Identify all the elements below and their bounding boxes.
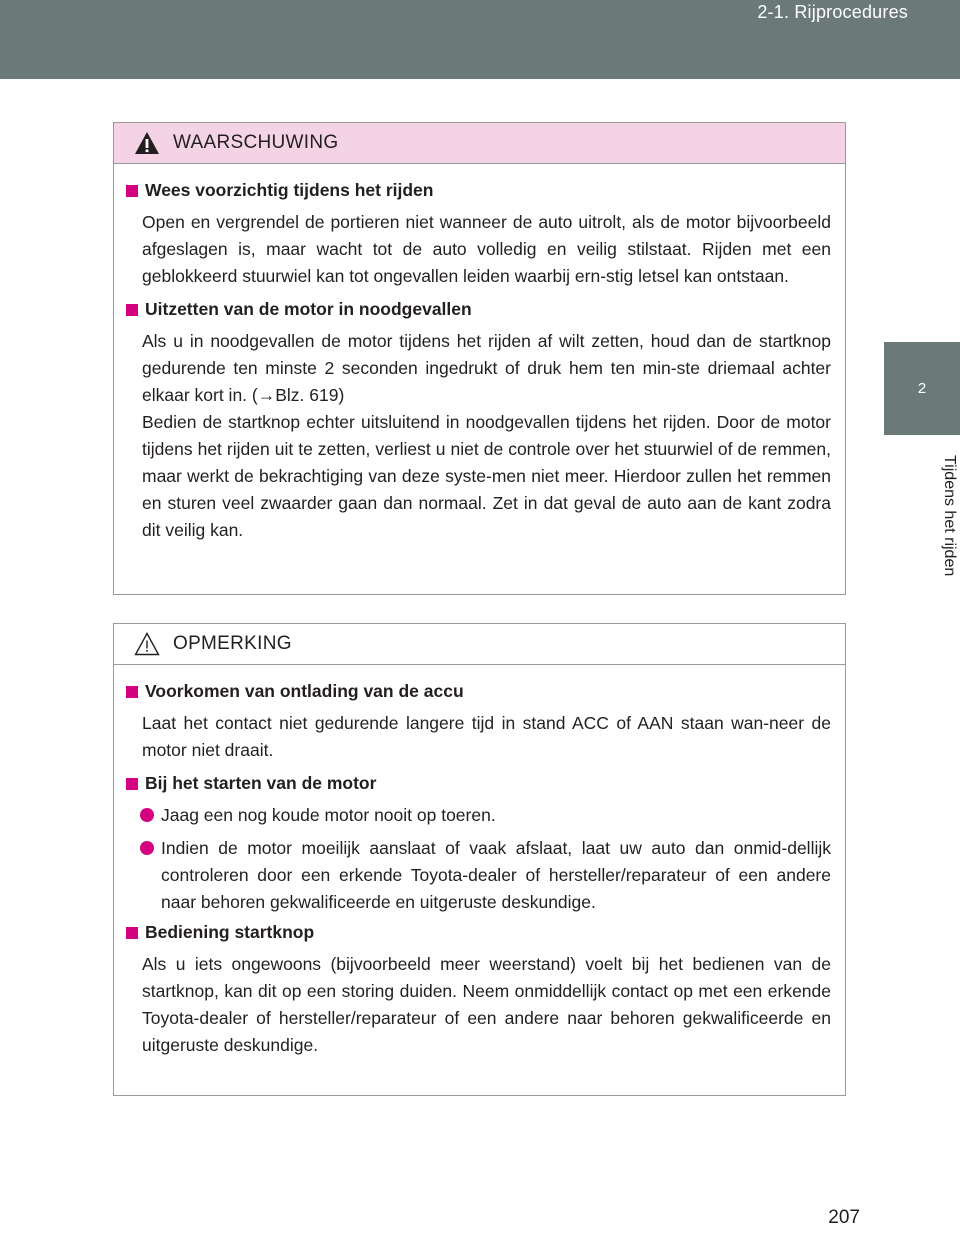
notice-item-title xyxy=(126,681,831,702)
notice-item-title-text: Bediening startknop xyxy=(145,922,315,942)
notice-bullet-item xyxy=(161,835,831,916)
notice-box xyxy=(113,623,846,1096)
notice-bullet-item xyxy=(161,802,831,829)
warning-item-title xyxy=(126,180,831,201)
warning-paragraph: Als u in noodgevallen de motor tijdens het rijden af wilt zetten, houd dan de startknop gedurende ten minste 2 seconden ingedrukt of druk hem ten min-ste driemaal achter elkaar kort in. (→Blz. 619) xyxy=(142,331,831,405)
warning-item-title xyxy=(126,299,831,320)
notice-bullet-text: Jaag een nog koude motor nooit op toeren. xyxy=(161,805,496,825)
chapter-tab-number: 2 xyxy=(884,342,960,435)
chapter-tab-label-text: Tijdens het rijden xyxy=(941,455,958,577)
top-header-bar xyxy=(0,0,960,79)
notice-item-title xyxy=(126,773,831,794)
square-bullet-icon xyxy=(126,927,138,939)
warning-paragraph: Open en vergrendel de portieren niet wanneer de auto uitrolt, als de motor bijvoorbeeld afgeslagen is, maar wacht tot de auto volledig en veilig stilstaat. Rijden met een geblokkeerd stuurwiel kan tot ongevallen leiden waarbij ern-stig letsel kan ontstaan. xyxy=(142,212,831,286)
warning-item-title-text: Wees voorzichtig tijdens het rijden xyxy=(145,180,434,200)
section-title: 2-1. Rijprocedures xyxy=(757,2,908,22)
notice-paragraph: Laat het contact niet gedurende langere tijd in stand ACC of AAN staan wan-neer de motor niet draait. xyxy=(142,713,831,760)
notice-item-title xyxy=(126,922,831,943)
warning-body xyxy=(114,164,845,544)
notice-item-title-text: Voorkomen van ontlading van de accu xyxy=(145,681,464,701)
warning-header xyxy=(114,123,845,164)
warning-triangle-icon xyxy=(134,131,160,155)
square-bullet-icon xyxy=(126,778,138,790)
notice-paragraph: Als u iets ongewoons (bijvoorbeeld meer weerstand) voelt bij het bedienen van de startknop, kan dit op een storing duiden. Neem onmiddellijk contact op met een erkende Toyota-dealer of hersteller/reparateur of een andere naar behoren gekwalificeerde en uitgeruste deskundige. xyxy=(142,954,831,1055)
square-bullet-icon xyxy=(126,185,138,197)
chapter-tab-label xyxy=(888,455,958,595)
notice-bullet-text: Indien de motor moeilijk aanslaat of vaak afslaat, laat uw auto dan onmid-dellijk controleren door een erkende Toyota-dealer of hersteller/reparateur of een andere naar behoren gekwalificeerde en uitgeruste deskundige. xyxy=(161,838,831,912)
notice-body xyxy=(114,665,845,1059)
warning-box xyxy=(113,122,846,595)
notice-header xyxy=(114,624,845,665)
warning-item-title-text: Uitzetten van de motor in noodgevallen xyxy=(145,299,472,319)
page-number: 207 xyxy=(828,1207,860,1228)
square-bullet-icon xyxy=(126,304,138,316)
notice-title: OPMERKING xyxy=(173,633,292,654)
round-bullet-icon xyxy=(140,808,154,822)
caution-triangle-outline-icon xyxy=(134,632,160,656)
square-bullet-icon xyxy=(126,686,138,698)
round-bullet-icon xyxy=(140,841,154,855)
notice-item-title-text: Bij het starten van de motor xyxy=(145,773,377,793)
warning-paragraph: Bedien de startknop echter uitsluitend in noodgevallen tijdens het rijden. Door de motor tijdens het rijden uit te zetten, verliest u niet de controle over het stuurwiel of de remmen, maar werkt de bekrachtiging van deze syste-men niet meer. Hierdoor zullen het remmen en sturen veel zwaarder gaan dan normaal. Zet in dat geval de auto aan de kant zodra dit veilig kan. xyxy=(142,412,831,540)
warning-title: WAARSCHUWING xyxy=(173,132,339,153)
